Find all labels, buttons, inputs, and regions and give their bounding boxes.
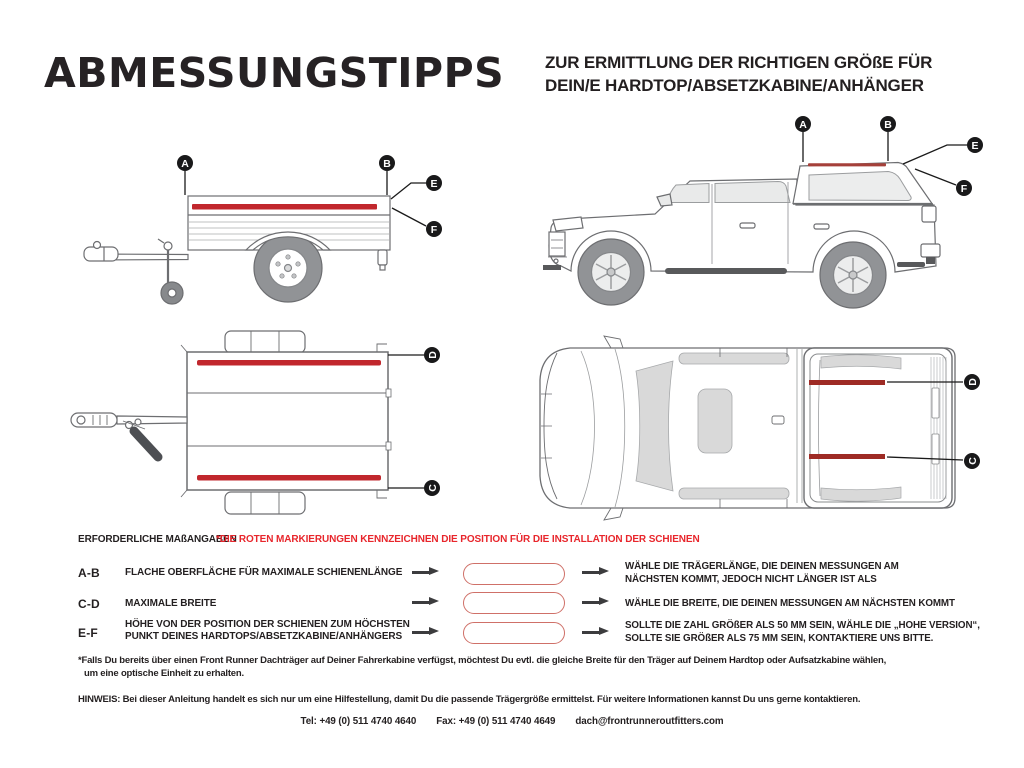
trailer-side-view-diagram — [40, 140, 460, 325]
jockey-crank — [164, 242, 172, 250]
callout-a — [795, 116, 811, 132]
row-ef-description-line-1: HÖHE VON DER POSITION DER SCHIENEN ZUM HÖCHSTEN — [125, 619, 410, 630]
right-arrow-icon — [582, 631, 599, 634]
email-address[interactable]: dach@frontrunneroutfitters.com — [575, 716, 724, 727]
row-ef-label: E-F — [78, 626, 98, 640]
svg-text:E: E — [430, 177, 438, 190]
trailer-rear-foot — [380, 265, 385, 270]
callout-c — [964, 453, 980, 469]
trailer-top-view-diagram — [55, 325, 475, 520]
rail-position-stripe — [192, 204, 377, 210]
truck-headlight — [553, 217, 583, 231]
trailer-fender-top — [225, 331, 305, 353]
row-ef-measurement-field[interactable] — [463, 622, 565, 644]
rail-position-stripe-top — [197, 360, 381, 366]
row-cd-description: MAXIMALE BREITE — [125, 598, 217, 609]
row-cd-label: C-D — [78, 597, 100, 611]
contact-row — [0, 716, 1024, 727]
callout-f — [426, 221, 442, 237]
right-arrow-icon — [412, 571, 429, 574]
row-ef-description-line-2: PUNKT DEINES HARDTOPS/ABSETZKABINE/ANHÄNGERS — [125, 631, 403, 642]
truck-rear-window — [715, 182, 790, 203]
svg-text:C: C — [426, 484, 439, 492]
svg-text:D: D — [426, 351, 439, 359]
truck-front-valance — [543, 265, 561, 270]
trailer-top-body — [71, 331, 391, 514]
trailer-fender-bottom — [225, 492, 305, 514]
row-cd-measurement-field[interactable] — [463, 592, 565, 614]
trailer-hitch-knob — [94, 242, 101, 249]
truck-door-handle-rear — [814, 224, 829, 229]
truck-top-body — [540, 336, 955, 520]
trailer-side-body — [84, 196, 390, 304]
truck-taillight — [922, 206, 936, 222]
rail-position-stripe-bottom — [197, 475, 381, 481]
row-ef-instruction — [625, 619, 980, 645]
truck-running-board — [665, 268, 787, 274]
jockey-wheel-hub — [168, 289, 176, 297]
rail-position-stripe-top — [809, 380, 885, 385]
truck-top-canopy-outer — [804, 348, 952, 508]
svg-text:A: A — [181, 157, 189, 170]
truck-rear-rocker — [897, 262, 925, 267]
svg-text:B: B — [884, 118, 892, 131]
trailer-hinge-bottom — [386, 442, 391, 450]
svg-text:B: B — [383, 157, 391, 170]
callout-leader-lines — [388, 355, 424, 488]
callout-e — [426, 175, 442, 191]
truck-rear-bumper — [921, 244, 940, 257]
svg-text:F: F — [430, 223, 438, 236]
truck-hitch — [926, 257, 935, 264]
trailer-rear-bracket — [378, 250, 387, 265]
row-ab-measurement-field[interactable] — [463, 563, 565, 585]
subtitle-line-2: DEIN/E HARDTOP/ABSETZKABINE/ANHÄNGER — [545, 76, 924, 95]
truck-top-tail-panel-a — [932, 388, 939, 418]
callout-e — [967, 137, 983, 153]
row-ab-instruction-line-1: WÄHLE DIE TRÄGERLÄNGE, DIE DEINEN MESSUNGEN AM — [625, 561, 899, 572]
row-ab-label: A-B — [78, 566, 100, 580]
truck-mirror — [657, 194, 672, 206]
right-arrow-icon — [412, 631, 429, 634]
truck-grille — [549, 232, 565, 256]
row-ef-instruction-line-2: SOLLTE SIE GRÖßER ALS 75 MM SEIN, KONTAKTIERE UNS BITTE. — [625, 633, 934, 644]
asterisk-footnote-line-1: *Falls Du bereits über einen Front Runner Dachträger auf Deiner Fahrerkabine verfügst, möchtest Du evtl. die gleiche Breite für den Träger auf Deinem Hardtop oder Aufsatzkabine wählen, — [78, 655, 887, 666]
trailer-hinge-top — [386, 389, 391, 397]
callout-a — [177, 155, 193, 171]
right-arrow-icon — [582, 601, 599, 604]
jockey-clamp-b — [135, 419, 141, 425]
row-ab-instruction-line-2: NÄCHSTEN KOMMT, JEDOCH NICHT LÄNGER IST ALS — [625, 574, 877, 585]
truck-front-wheel — [578, 239, 644, 305]
row-cd-instruction: WÄHLE DIE BREITE, DIE DEINEN MESSUNGEN AM NÄCHSTEN KOMMT — [625, 598, 955, 609]
jockey-handle-lever — [134, 431, 158, 457]
truck-front-window — [667, 184, 709, 203]
svg-text:A: A — [799, 118, 807, 131]
callout-d — [424, 347, 440, 363]
truck-top-windshield — [636, 361, 673, 491]
trailer-wheel-hub — [285, 265, 292, 272]
row-ab-instruction — [625, 560, 899, 586]
trailer-hitch-coupler — [84, 247, 118, 261]
callout-d — [964, 374, 980, 390]
truck-top-view-diagram — [525, 330, 1000, 522]
truck-top-sunroof — [698, 389, 732, 453]
svg-text:F: F — [960, 182, 968, 195]
canopy-rail-position-stripe — [808, 163, 886, 166]
subtitle-line-1: ZUR ERMITTLUNG DER RICHTIGEN GRÖßE FÜR — [545, 53, 933, 72]
svg-text:E: E — [971, 139, 979, 152]
asterisk-footnote-line-2: um eine optische Einheit zu erhalten. — [84, 668, 244, 679]
truck-canopy-window — [809, 172, 911, 201]
svg-text:D: D — [966, 378, 979, 386]
fax-number: Fax: +49 (0) 511 4740 4649 — [436, 716, 556, 727]
rail-position-stripe-bottom — [809, 454, 885, 459]
trailer-top-coupler — [71, 413, 117, 427]
callout-b — [880, 116, 896, 132]
callout-f — [956, 180, 972, 196]
truck-top-side-window-top — [679, 353, 789, 364]
truck-rear-wheel — [820, 242, 886, 308]
phone-number: Tel: +49 (0) 511 4740 4640 — [300, 716, 417, 727]
right-arrow-icon — [582, 571, 599, 574]
callout-c — [424, 480, 440, 496]
truck-top-mirror-bottom — [604, 508, 623, 520]
row-ab-description: FLACHE OBERFLÄCHE FÜR MAXIMALE SCHIENENLÄNGE — [125, 567, 403, 578]
truck-top-mirror-top — [604, 336, 623, 348]
callout-b — [379, 155, 395, 171]
red-markings-note: *DIE ROTEN MARKIERUNGEN KENNZEICHNEN DIE POSITION FÜR DIE INSTALLATION DER SCHIENEN — [216, 534, 700, 545]
row-ef-description — [125, 619, 410, 643]
svg-text:C: C — [966, 457, 979, 465]
hinweis-note: HINWEIS: Bei dieser Anleitung handelt es sich nur um eine Hilfestellung, damit Du die passende Trägergröße ermittelst. Für weitere Informationen kannst Du uns gerne kontaktieren. — [78, 694, 861, 705]
truck-side-view-diagram — [515, 105, 1010, 310]
page-subtitle — [545, 51, 932, 97]
jockey-crank-handle — [158, 239, 164, 243]
truck-door-handle-front — [740, 223, 755, 228]
right-arrow-icon — [412, 601, 429, 604]
trailer-bed-rect — [187, 352, 388, 490]
required-measurements-heading: ERFORDERLICHE MAßANGABEN — [78, 534, 237, 545]
page-title: ABMESSUNGSTIPPS — [44, 49, 505, 97]
truck-top-side-window-bottom — [679, 488, 789, 499]
row-ef-instruction-line-1: SOLLTE DIE ZAHL GRÖßER ALS 50 MM SEIN, WÄHLE DIE „HOHE VERSION“, — [625, 620, 980, 631]
